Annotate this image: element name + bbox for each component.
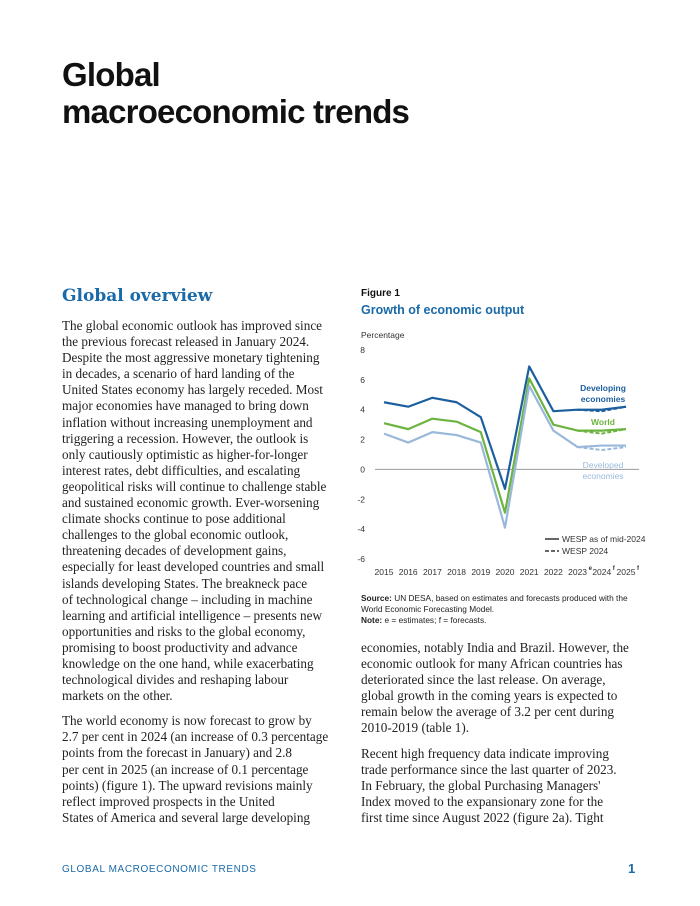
x-tick-superscript: f	[612, 566, 615, 572]
right-column-text	[361, 640, 629, 835]
text-line: Despite the most aggressive monetary tightening	[62, 350, 320, 366]
y-tick-label: -2	[357, 494, 365, 505]
text-line: opportunities and risks to the global economy,	[62, 623, 306, 639]
source-label: Source:	[361, 593, 392, 603]
series-label: Developed	[582, 460, 624, 470]
left-column-text	[62, 318, 328, 835]
text-line: Index moved to the expansionary zone for the	[361, 793, 604, 809]
x-tick-label: 2025	[616, 567, 636, 577]
text-line: States of America and several large developing	[62, 809, 311, 825]
paragraph	[361, 640, 629, 737]
text-line: interest rates, debt difficulties, and escalating	[62, 462, 301, 478]
figure-source	[361, 593, 628, 626]
text-line: inflation without increasing unemployment and	[62, 414, 313, 430]
text-line: In February, the global Purchasing Managers'	[361, 777, 601, 793]
text-line: climate shocks continue to pose additional	[62, 511, 286, 527]
text-line: reflect improved prospects in the United	[62, 793, 275, 809]
series-dashed-line	[578, 447, 626, 450]
x-tick-label: 2016	[398, 567, 418, 577]
series-label: economies	[582, 471, 624, 481]
text-line: remain below the average of 3.2 per cent during	[361, 704, 615, 720]
y-tick-label: 8	[360, 345, 365, 355]
series-label: Developing	[580, 383, 626, 393]
text-line: of technological change – including in machine	[62, 591, 313, 607]
text-line: points from the forecast in January) and 2.8	[62, 745, 292, 761]
text-line: global growth in the coming years is expected to	[361, 688, 618, 704]
y-axis-label: Percentage	[361, 330, 405, 340]
y-tick-label: 4	[360, 404, 365, 415]
x-tick-superscript: e	[588, 566, 592, 572]
growth-chart	[355, 325, 655, 580]
text-line: 2.7 per cent in 2024 (an increase of 0.3 percentage	[62, 729, 329, 745]
x-tick-label: 2015	[374, 567, 394, 577]
text-line: threatening decades of development gains,	[62, 543, 287, 559]
text-line: economic outlook for many African countries has	[361, 656, 623, 672]
x-tick-label: 2017	[422, 567, 442, 577]
text-line: learning and artificial intelligence – presents new	[62, 607, 322, 623]
text-line: markets on the other.	[62, 688, 173, 704]
figure-title: Growth of economic output	[361, 303, 525, 317]
text-line: triggering a recession. However, the outlook is	[62, 430, 309, 446]
text-line: technological divides and reshaping labour	[62, 672, 289, 688]
y-tick-label: -4	[357, 524, 365, 535]
text-line: promising to boost productivity and advance	[62, 639, 298, 655]
section-heading: Global overview	[62, 286, 213, 306]
series-line-developed-economies	[384, 386, 626, 528]
text-line: islands developing States. The breakneck pace	[62, 575, 308, 591]
text-line: The world economy is now forecast to grow by	[62, 713, 312, 729]
text-line: especially for least developed countries and small	[62, 559, 325, 575]
text-line: major economies have managed to bring down	[62, 398, 309, 414]
source-text: UN DESA, based on estimates and forecasts produced with the	[391, 593, 628, 603]
page-number: 1	[628, 861, 636, 876]
title-line: Global	[62, 56, 160, 93]
page-title	[62, 56, 409, 130]
text-line: the previous forecast released in January 2024.	[62, 334, 310, 350]
x-tick-label: 2024	[592, 567, 612, 577]
paragraph	[62, 318, 328, 704]
legend-label: WESP 2024	[562, 546, 609, 556]
x-tick-label: 2021	[519, 567, 539, 577]
text-line: The global economic outlook has improved since	[62, 318, 323, 333]
y-tick-label: 6	[360, 374, 365, 385]
running-footer: GLOBAL MACROECONOMIC TRENDS	[62, 864, 257, 875]
legend-label: WESP as of mid-2024	[562, 534, 646, 544]
text-line: United States economy has largely receded. Most	[62, 382, 323, 398]
text-line: Recent high frequency data indicate improving	[361, 745, 609, 761]
series-label: economies	[580, 394, 626, 404]
text-line: per cent in 2025 (an increase of 0.1 percentage	[62, 761, 309, 777]
figure-label: Figure 1	[361, 288, 400, 299]
text-line: points) (figure 1). The upward revisions mainly	[62, 777, 313, 793]
note-label: Note:	[361, 615, 383, 625]
x-tick-superscript: f	[637, 566, 639, 572]
source-text-2: World Economic Forecasting Model.	[361, 604, 495, 614]
text-line: 2010-2019 (table 1).	[361, 720, 470, 736]
text-line: geopolitical risks will continue to challenge stable	[62, 478, 327, 494]
text-line: knowledge on the one hand, while exacerbating	[62, 655, 314, 671]
x-tick-label: 2022	[543, 567, 563, 577]
text-line: and sustained economic growth. Ever-worsening	[62, 495, 320, 511]
x-tick-label: 2018	[447, 567, 467, 577]
x-tick-label: 2019	[471, 567, 491, 577]
text-line: first time since August 2022 (figure 2a). Tight	[361, 809, 604, 825]
y-tick-label: 0	[360, 464, 365, 475]
y-tick-label: 2	[360, 434, 365, 445]
x-tick-label: 2023	[568, 567, 588, 577]
y-tick-label: -6	[357, 554, 365, 564]
paragraph	[361, 746, 629, 826]
text-line: only cautiously optimistic as higher-for-longer	[62, 446, 308, 462]
title-line: macroeconomic trends	[62, 93, 410, 130]
text-line: in decades, a scenario of hard landing of the	[62, 366, 295, 382]
text-line: challenges to the global economic outlook,	[62, 527, 289, 543]
text-line: deteriorated since the last release. On average,	[361, 672, 606, 688]
text-line: economies, notably India and Brazil. However, the	[361, 640, 629, 655]
x-tick-label: 2020	[495, 567, 515, 577]
paragraph	[62, 713, 328, 826]
series-label: World	[591, 417, 615, 427]
note-text: e = estimates; f = forecasts.	[382, 615, 487, 625]
text-line: trade performance since the last quarter of 2023.	[361, 761, 617, 777]
